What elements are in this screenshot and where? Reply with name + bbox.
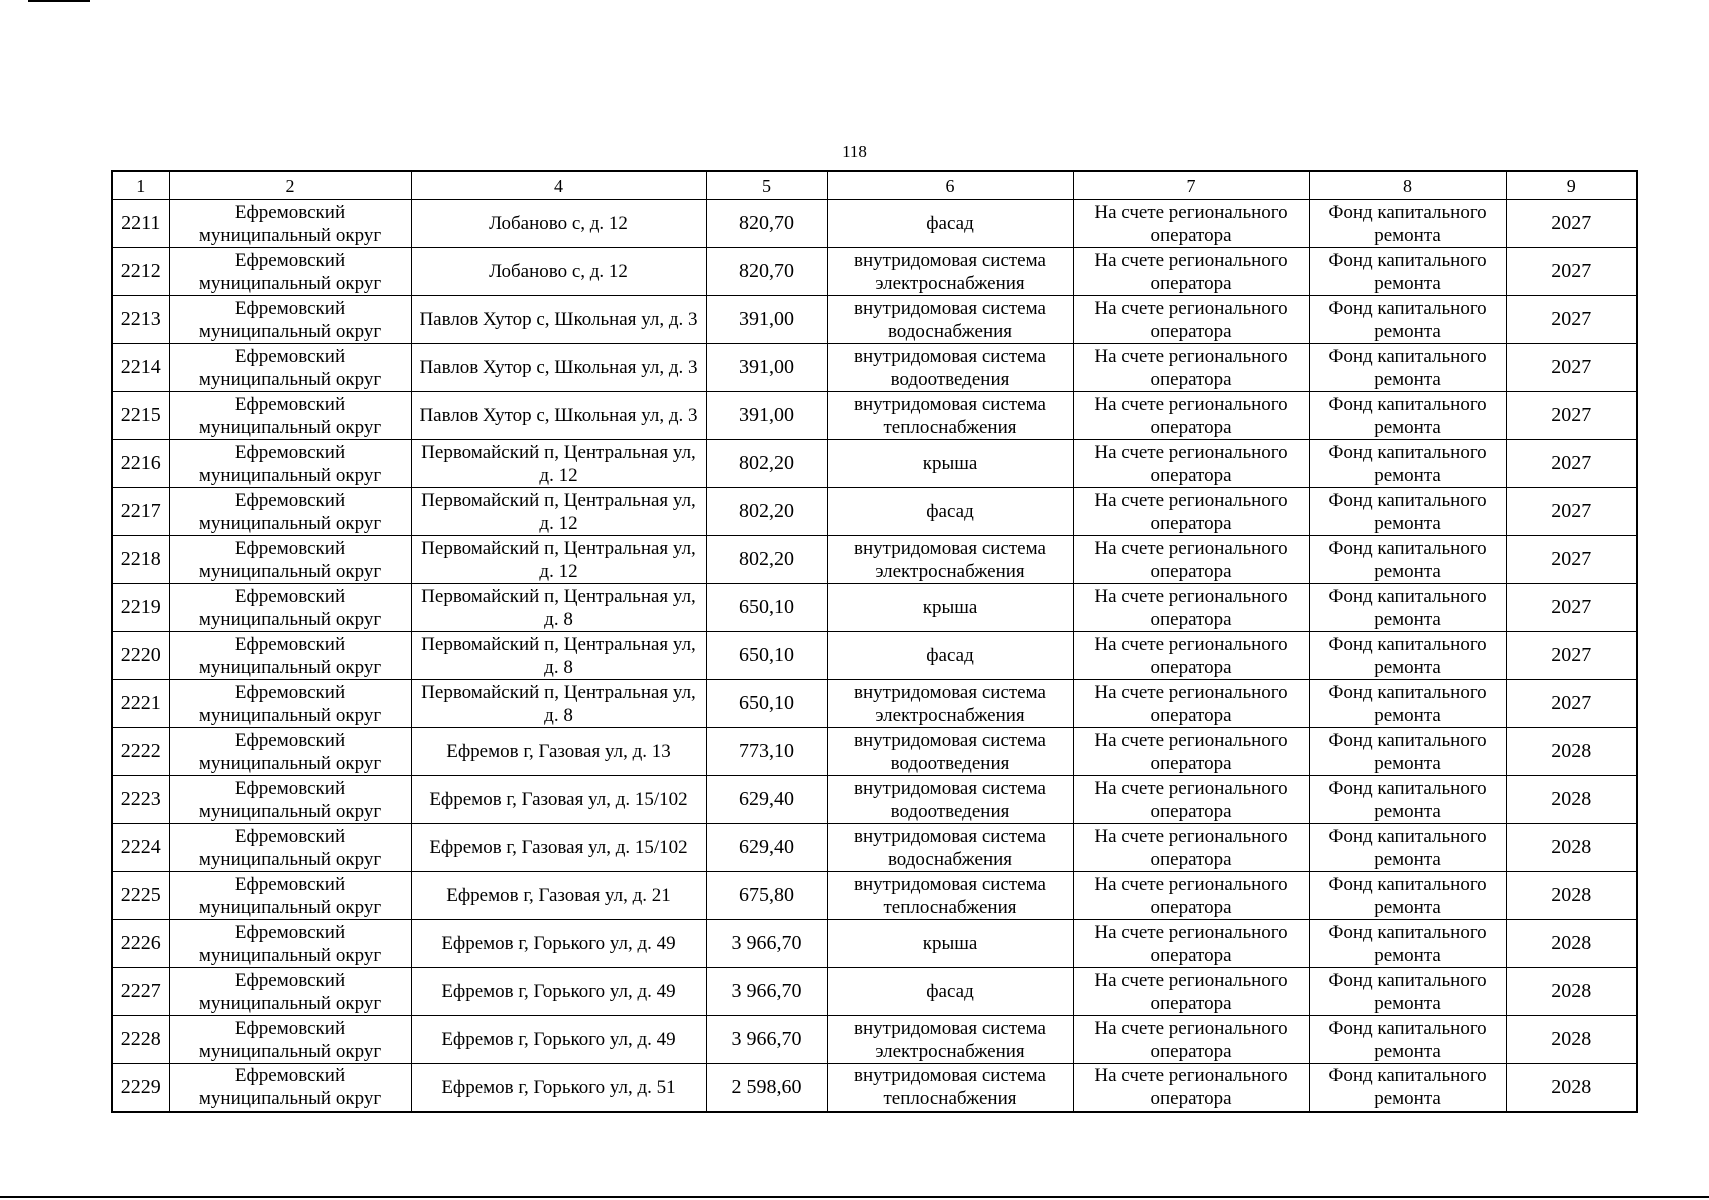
column-header: 1 bbox=[112, 171, 169, 200]
table-row bbox=[112, 344, 1637, 392]
year-cell: 2027 bbox=[1506, 248, 1637, 296]
row-number-cell: 2223 bbox=[112, 776, 169, 824]
table-row bbox=[112, 872, 1637, 920]
address-cell: Ефремов г, Газовая ул, д. 15/102 bbox=[411, 776, 706, 824]
year-cell: 2028 bbox=[1506, 776, 1637, 824]
municipality-cell: Ефремовский муниципальный округ bbox=[169, 632, 411, 680]
year-cell: 2027 bbox=[1506, 200, 1637, 248]
area-cell: 820,70 bbox=[706, 200, 827, 248]
area-cell: 675,80 bbox=[706, 872, 827, 920]
area-cell: 391,00 bbox=[706, 392, 827, 440]
fund-method-cell: На счете регионального оператора bbox=[1073, 776, 1309, 824]
municipality-cell: Ефремовский муниципальный округ bbox=[169, 776, 411, 824]
municipality-cell: Ефремовский муниципальный округ bbox=[169, 920, 411, 968]
element-cell: внутридомовая система электроснабжения bbox=[827, 1016, 1073, 1064]
address-cell: Первомайский п, Центральная ул, д. 8 bbox=[411, 584, 706, 632]
element-cell: внутридомовая система водоотведения bbox=[827, 728, 1073, 776]
fund-method-cell: На счете регионального оператора bbox=[1073, 488, 1309, 536]
row-number-cell: 2228 bbox=[112, 1016, 169, 1064]
year-cell: 2027 bbox=[1506, 584, 1637, 632]
municipality-cell: Ефремовский муниципальный округ bbox=[169, 248, 411, 296]
year-cell: 2027 bbox=[1506, 440, 1637, 488]
table-row bbox=[112, 968, 1637, 1016]
element-cell: внутридомовая система электроснабжения bbox=[827, 680, 1073, 728]
area-cell: 650,10 bbox=[706, 584, 827, 632]
area-cell: 2 598,60 bbox=[706, 1064, 827, 1112]
element-cell: внутридомовая система водоснабжения bbox=[827, 824, 1073, 872]
row-number-cell: 2221 bbox=[112, 680, 169, 728]
row-number-cell: 2224 bbox=[112, 824, 169, 872]
row-number-cell: 2218 bbox=[112, 536, 169, 584]
funding-source-cell: Фонд капитального ремонта bbox=[1309, 536, 1506, 584]
element-cell: внутридомовая система электроснабжения bbox=[827, 536, 1073, 584]
row-number-cell: 2212 bbox=[112, 248, 169, 296]
fund-method-cell: На счете регионального оператора bbox=[1073, 296, 1309, 344]
year-cell: 2028 bbox=[1506, 728, 1637, 776]
year-cell: 2027 bbox=[1506, 536, 1637, 584]
funding-source-cell: Фонд капитального ремонта bbox=[1309, 920, 1506, 968]
column-header: 9 bbox=[1506, 171, 1637, 200]
row-number-cell: 2216 bbox=[112, 440, 169, 488]
municipality-cell: Ефремовский муниципальный округ bbox=[169, 488, 411, 536]
year-cell: 2028 bbox=[1506, 920, 1637, 968]
municipality-cell: Ефремовский муниципальный округ bbox=[169, 824, 411, 872]
address-cell: Лобаново с, д. 12 bbox=[411, 200, 706, 248]
fund-method-cell: На счете регионального оператора bbox=[1073, 248, 1309, 296]
element-cell: фасад bbox=[827, 968, 1073, 1016]
funding-source-cell: Фонд капитального ремонта bbox=[1309, 680, 1506, 728]
area-cell: 820,70 bbox=[706, 248, 827, 296]
municipality-cell: Ефремовский муниципальный округ bbox=[169, 440, 411, 488]
area-cell: 802,20 bbox=[706, 488, 827, 536]
funding-source-cell: Фонд капитального ремонта bbox=[1309, 296, 1506, 344]
column-header: 8 bbox=[1309, 171, 1506, 200]
row-number-cell: 2217 bbox=[112, 488, 169, 536]
element-cell: фасад bbox=[827, 632, 1073, 680]
table-row bbox=[112, 536, 1637, 584]
row-number-cell: 2225 bbox=[112, 872, 169, 920]
element-cell: фасад bbox=[827, 488, 1073, 536]
area-cell: 802,20 bbox=[706, 536, 827, 584]
year-cell: 2028 bbox=[1506, 1016, 1637, 1064]
row-number-cell: 2229 bbox=[112, 1064, 169, 1112]
fund-method-cell: На счете регионального оператора bbox=[1073, 824, 1309, 872]
fund-method-cell: На счете регионального оператора bbox=[1073, 536, 1309, 584]
funding-source-cell: Фонд капитального ремонта bbox=[1309, 248, 1506, 296]
address-cell: Ефремов г, Горького ул, д. 51 bbox=[411, 1064, 706, 1112]
area-cell: 3 966,70 bbox=[706, 968, 827, 1016]
municipality-cell: Ефремовский муниципальный округ bbox=[169, 344, 411, 392]
year-cell: 2028 bbox=[1506, 968, 1637, 1016]
element-cell: крыша bbox=[827, 440, 1073, 488]
element-cell: внутридомовая система электроснабжения bbox=[827, 248, 1073, 296]
municipality-cell: Ефремовский муниципальный округ bbox=[169, 296, 411, 344]
area-cell: 629,40 bbox=[706, 824, 827, 872]
row-number-cell: 2220 bbox=[112, 632, 169, 680]
top-edge-mark bbox=[28, 0, 90, 2]
municipality-cell: Ефремовский муниципальный округ bbox=[169, 392, 411, 440]
address-cell: Первомайский п, Центральная ул, д. 12 bbox=[411, 536, 706, 584]
table-row bbox=[112, 296, 1637, 344]
area-cell: 3 966,70 bbox=[706, 920, 827, 968]
fund-method-cell: На счете регионального оператора bbox=[1073, 728, 1309, 776]
address-cell: Ефремов г, Горького ул, д. 49 bbox=[411, 1016, 706, 1064]
municipality-cell: Ефремовский муниципальный округ bbox=[169, 536, 411, 584]
table-row bbox=[112, 200, 1637, 248]
table-row bbox=[112, 632, 1637, 680]
row-number-cell: 2226 bbox=[112, 920, 169, 968]
funding-source-cell: Фонд капитального ремонта bbox=[1309, 872, 1506, 920]
funding-source-cell: Фонд капитального ремонта bbox=[1309, 1016, 1506, 1064]
year-cell: 2027 bbox=[1506, 680, 1637, 728]
area-cell: 650,10 bbox=[706, 680, 827, 728]
element-cell: крыша bbox=[827, 920, 1073, 968]
fund-method-cell: На счете регионального оператора bbox=[1073, 920, 1309, 968]
fund-method-cell: На счете регионального оператора bbox=[1073, 1016, 1309, 1064]
year-cell: 2027 bbox=[1506, 488, 1637, 536]
row-number-cell: 2219 bbox=[112, 584, 169, 632]
funding-source-cell: Фонд капитального ремонта bbox=[1309, 632, 1506, 680]
table-row bbox=[112, 584, 1637, 632]
element-cell: внутридомовая система водоотведения bbox=[827, 776, 1073, 824]
table-row bbox=[112, 680, 1637, 728]
address-cell: Павлов Хутор с, Школьная ул, д. 3 bbox=[411, 392, 706, 440]
area-cell: 629,40 bbox=[706, 776, 827, 824]
column-header: 5 bbox=[706, 171, 827, 200]
address-cell: Ефремов г, Газовая ул, д. 21 bbox=[411, 872, 706, 920]
municipality-cell: Ефремовский муниципальный округ bbox=[169, 728, 411, 776]
fund-method-cell: На счете регионального оператора bbox=[1073, 872, 1309, 920]
area-cell: 391,00 bbox=[706, 344, 827, 392]
row-number-cell: 2211 bbox=[112, 200, 169, 248]
address-cell: Ефремов г, Горького ул, д. 49 bbox=[411, 968, 706, 1016]
table-row bbox=[112, 392, 1637, 440]
address-cell: Первомайский п, Центральная ул, д. 8 bbox=[411, 632, 706, 680]
municipality-cell: Ефремовский муниципальный округ bbox=[169, 968, 411, 1016]
element-cell: внутридомовая система теплоснабжения bbox=[827, 872, 1073, 920]
fund-method-cell: На счете регионального оператора bbox=[1073, 680, 1309, 728]
year-cell: 2027 bbox=[1506, 296, 1637, 344]
element-cell: внутридомовая система водоснабжения bbox=[827, 296, 1073, 344]
address-cell: Первомайский п, Центральная ул, д. 12 bbox=[411, 440, 706, 488]
address-cell: Первомайский п, Центральная ул, д. 12 bbox=[411, 488, 706, 536]
area-cell: 773,10 bbox=[706, 728, 827, 776]
year-cell: 2027 bbox=[1506, 632, 1637, 680]
table-row bbox=[112, 824, 1637, 872]
funding-source-cell: Фонд капитального ремонта bbox=[1309, 728, 1506, 776]
row-number-cell: 2227 bbox=[112, 968, 169, 1016]
fund-method-cell: На счете регионального оператора bbox=[1073, 632, 1309, 680]
table-row bbox=[112, 920, 1637, 968]
funding-source-cell: Фонд капитального ремонта bbox=[1309, 968, 1506, 1016]
area-cell: 802,20 bbox=[706, 440, 827, 488]
column-header: 4 bbox=[411, 171, 706, 200]
element-cell: внутридомовая система теплоснабжения bbox=[827, 392, 1073, 440]
fund-method-cell: На счете регионального оператора bbox=[1073, 200, 1309, 248]
funding-source-cell: Фонд капитального ремонта bbox=[1309, 200, 1506, 248]
header-row bbox=[112, 171, 1637, 200]
row-number-cell: 2213 bbox=[112, 296, 169, 344]
area-cell: 391,00 bbox=[706, 296, 827, 344]
funding-source-cell: Фонд капитального ремонта bbox=[1309, 1064, 1506, 1112]
table-row bbox=[112, 440, 1637, 488]
fund-method-cell: На счете регионального оператора bbox=[1073, 344, 1309, 392]
funding-source-cell: Фонд капитального ремонта bbox=[1309, 440, 1506, 488]
year-cell: 2027 bbox=[1506, 344, 1637, 392]
table-row bbox=[112, 248, 1637, 296]
area-cell: 3 966,70 bbox=[706, 1016, 827, 1064]
fund-method-cell: На счете регионального оператора bbox=[1073, 440, 1309, 488]
municipality-cell: Ефремовский муниципальный округ bbox=[169, 872, 411, 920]
table-row bbox=[112, 728, 1637, 776]
bottom-rule bbox=[0, 1196, 1709, 1198]
funding-source-cell: Фонд капитального ремонта bbox=[1309, 824, 1506, 872]
funding-source-cell: Фонд капитального ремонта bbox=[1309, 392, 1506, 440]
address-cell: Лобаново с, д. 12 bbox=[411, 248, 706, 296]
registry-table bbox=[111, 170, 1638, 1113]
table-row bbox=[112, 776, 1637, 824]
year-cell: 2028 bbox=[1506, 1064, 1637, 1112]
address-cell: Ефремов г, Горького ул, д. 49 bbox=[411, 920, 706, 968]
element-cell: внутридомовая система водоотведения bbox=[827, 344, 1073, 392]
address-cell: Павлов Хутор с, Школьная ул, д. 3 bbox=[411, 344, 706, 392]
table-row bbox=[112, 1016, 1637, 1064]
funding-source-cell: Фонд капитального ремонта bbox=[1309, 488, 1506, 536]
year-cell: 2027 bbox=[1506, 392, 1637, 440]
table-body bbox=[112, 200, 1637, 1112]
municipality-cell: Ефремовский муниципальный округ bbox=[169, 680, 411, 728]
table-row bbox=[112, 488, 1637, 536]
element-cell: крыша bbox=[827, 584, 1073, 632]
funding-source-cell: Фонд капитального ремонта bbox=[1309, 344, 1506, 392]
column-header: 2 bbox=[169, 171, 411, 200]
element-cell: фасад bbox=[827, 200, 1073, 248]
address-cell: Ефремов г, Газовая ул, д. 15/102 bbox=[411, 824, 706, 872]
address-cell: Ефремов г, Газовая ул, д. 13 bbox=[411, 728, 706, 776]
municipality-cell: Ефремовский муниципальный округ bbox=[169, 1016, 411, 1064]
page-number: 118 bbox=[842, 142, 867, 161]
fund-method-cell: На счете регионального оператора bbox=[1073, 392, 1309, 440]
municipality-cell: Ефремовский муниципальный округ bbox=[169, 584, 411, 632]
fund-method-cell: На счете регионального оператора bbox=[1073, 1064, 1309, 1112]
row-number-cell: 2215 bbox=[112, 392, 169, 440]
fund-method-cell: На счете регионального оператора bbox=[1073, 968, 1309, 1016]
row-number-cell: 2214 bbox=[112, 344, 169, 392]
fund-method-cell: На счете регионального оператора bbox=[1073, 584, 1309, 632]
year-cell: 2028 bbox=[1506, 872, 1637, 920]
funding-source-cell: Фонд капитального ремонта bbox=[1309, 584, 1506, 632]
column-header: 6 bbox=[827, 171, 1073, 200]
funding-source-cell: Фонд капитального ремонта bbox=[1309, 776, 1506, 824]
area-cell: 650,10 bbox=[706, 632, 827, 680]
element-cell: внутридомовая система теплоснабжения bbox=[827, 1064, 1073, 1112]
row-number-cell: 2222 bbox=[112, 728, 169, 776]
table-row bbox=[112, 1064, 1637, 1112]
address-cell: Павлов Хутор с, Школьная ул, д. 3 bbox=[411, 296, 706, 344]
municipality-cell: Ефремовский муниципальный округ bbox=[169, 200, 411, 248]
address-cell: Первомайский п, Центральная ул, д. 8 bbox=[411, 680, 706, 728]
column-header: 7 bbox=[1073, 171, 1309, 200]
year-cell: 2028 bbox=[1506, 824, 1637, 872]
municipality-cell: Ефремовский муниципальный округ bbox=[169, 1064, 411, 1112]
